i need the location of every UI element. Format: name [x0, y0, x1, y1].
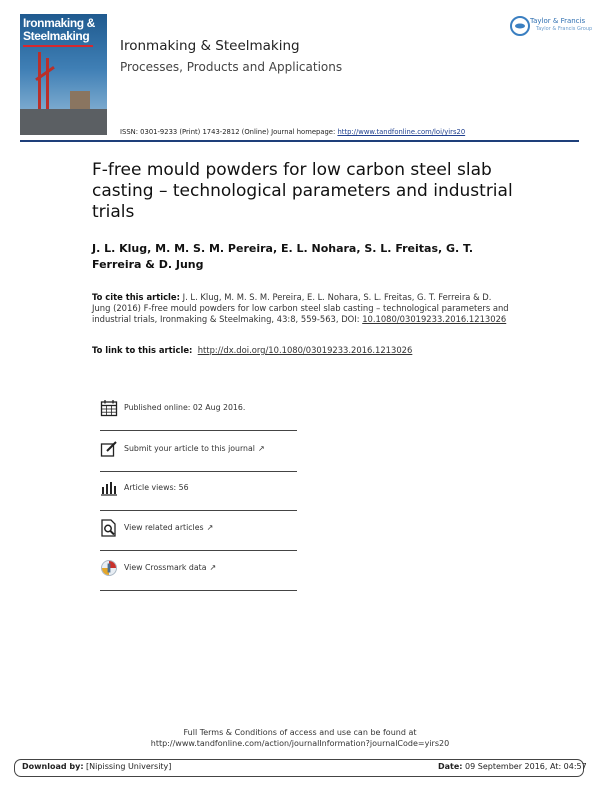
article-link-line	[92, 345, 412, 355]
related-articles-link[interactable]	[124, 523, 213, 532]
publisher-tagline: Taylor & Francis Group	[536, 26, 593, 32]
download-date-value: 09 September 2016, At: 04:57	[462, 762, 587, 771]
article-authors: J. L. Klug, M. M. S. M. Pereira, E. L. Nohara, S. L. Freitas, G. T. Ferreira & D. Jung	[92, 242, 474, 271]
citation-text: J. L. Klug, M. M. S. M. Pereira, E. L. Nohara, S. L. Freitas, G. T. Ferreira & D. Jung (2016) F-free mould powders for low carbon steel slab casting – technological parameters and industrial trials, Ironmaking & Steelmaking, 43:8, 559-563, DOI:	[92, 292, 509, 324]
published-date: Published online: 02 Aug 2016.	[124, 403, 246, 412]
external-link-icon: ↗	[206, 523, 214, 532]
submit-article-link[interactable]	[124, 444, 265, 453]
downloaded-by	[22, 762, 171, 771]
article-link-label: To link to this article:	[92, 345, 193, 355]
journal-cover	[20, 14, 107, 135]
terms-link[interactable]: http://www.tandfonline.com/action/journalInformation?journalCode=yirs20	[150, 739, 450, 748]
cover-title-line1: Ironmaking &	[23, 16, 95, 30]
cover-crane-mast	[38, 52, 41, 114]
meta-row-views	[100, 469, 297, 511]
cover-stripe	[23, 45, 93, 47]
external-link-icon: ↗	[209, 563, 217, 572]
external-link-icon: ↗	[257, 444, 265, 453]
related-articles-label: View related articles	[124, 523, 204, 532]
citation-block	[92, 292, 512, 325]
issn-text: ISSN: 0301-9233 (Print) 1743-2812 (Online) Journal homepage:	[120, 128, 338, 136]
crossmark-link[interactable]	[124, 563, 216, 572]
edit-icon	[100, 440, 118, 458]
calendar-icon	[100, 399, 118, 417]
download-date	[438, 762, 587, 771]
meta-row-submit[interactable]	[100, 430, 297, 472]
citation-label: To cite this article:	[92, 292, 180, 302]
submit-article-label: Submit your article to this journal	[124, 444, 255, 453]
meta-row-related[interactable]	[100, 509, 297, 551]
article-doi-link[interactable]: http://dx.doi.org/10.1080/03019233.2016.1213026	[197, 345, 413, 355]
download-date-label: Date:	[438, 762, 463, 771]
journal-homepage-link[interactable]: http://www.tandfonline.com/loi/yirs20	[337, 128, 466, 136]
meta-row-crossmark[interactable]	[100, 549, 297, 591]
downloaded-by-label: Download by:	[22, 762, 84, 771]
crossmark-icon	[100, 559, 118, 577]
terms-notice: Full Terms & Conditions of access and use can be found at	[183, 728, 417, 737]
publisher-logo	[508, 14, 593, 38]
crossmark-label: View Crossmark data	[124, 563, 207, 572]
citation-doi-link[interactable]: 10.1080/03019233.2016.1213026	[362, 314, 507, 324]
downloaded-by-value: [Nipissing University]	[83, 762, 172, 771]
publisher-name: Taylor & Francis	[530, 17, 586, 25]
journal-subtitle: Processes, Products and Applications	[120, 60, 343, 74]
issn-line	[120, 128, 465, 136]
related-articles-icon	[100, 519, 118, 537]
meta-row-published	[100, 389, 297, 431]
cover-title-line2: Steelmaking	[23, 29, 90, 43]
cover-ground	[20, 109, 107, 135]
cover-crane-mast-2	[46, 58, 49, 114]
publisher-logo-icon	[510, 16, 530, 36]
bar-chart-icon	[100, 479, 118, 497]
journal-title: Ironmaking & Steelmaking	[120, 38, 300, 54]
article-title: F-free mould powders for low carbon steel slab casting – technological parameters and industrial trials	[92, 160, 513, 222]
header-rule	[20, 140, 579, 142]
article-views: Article views: 56	[124, 483, 189, 492]
